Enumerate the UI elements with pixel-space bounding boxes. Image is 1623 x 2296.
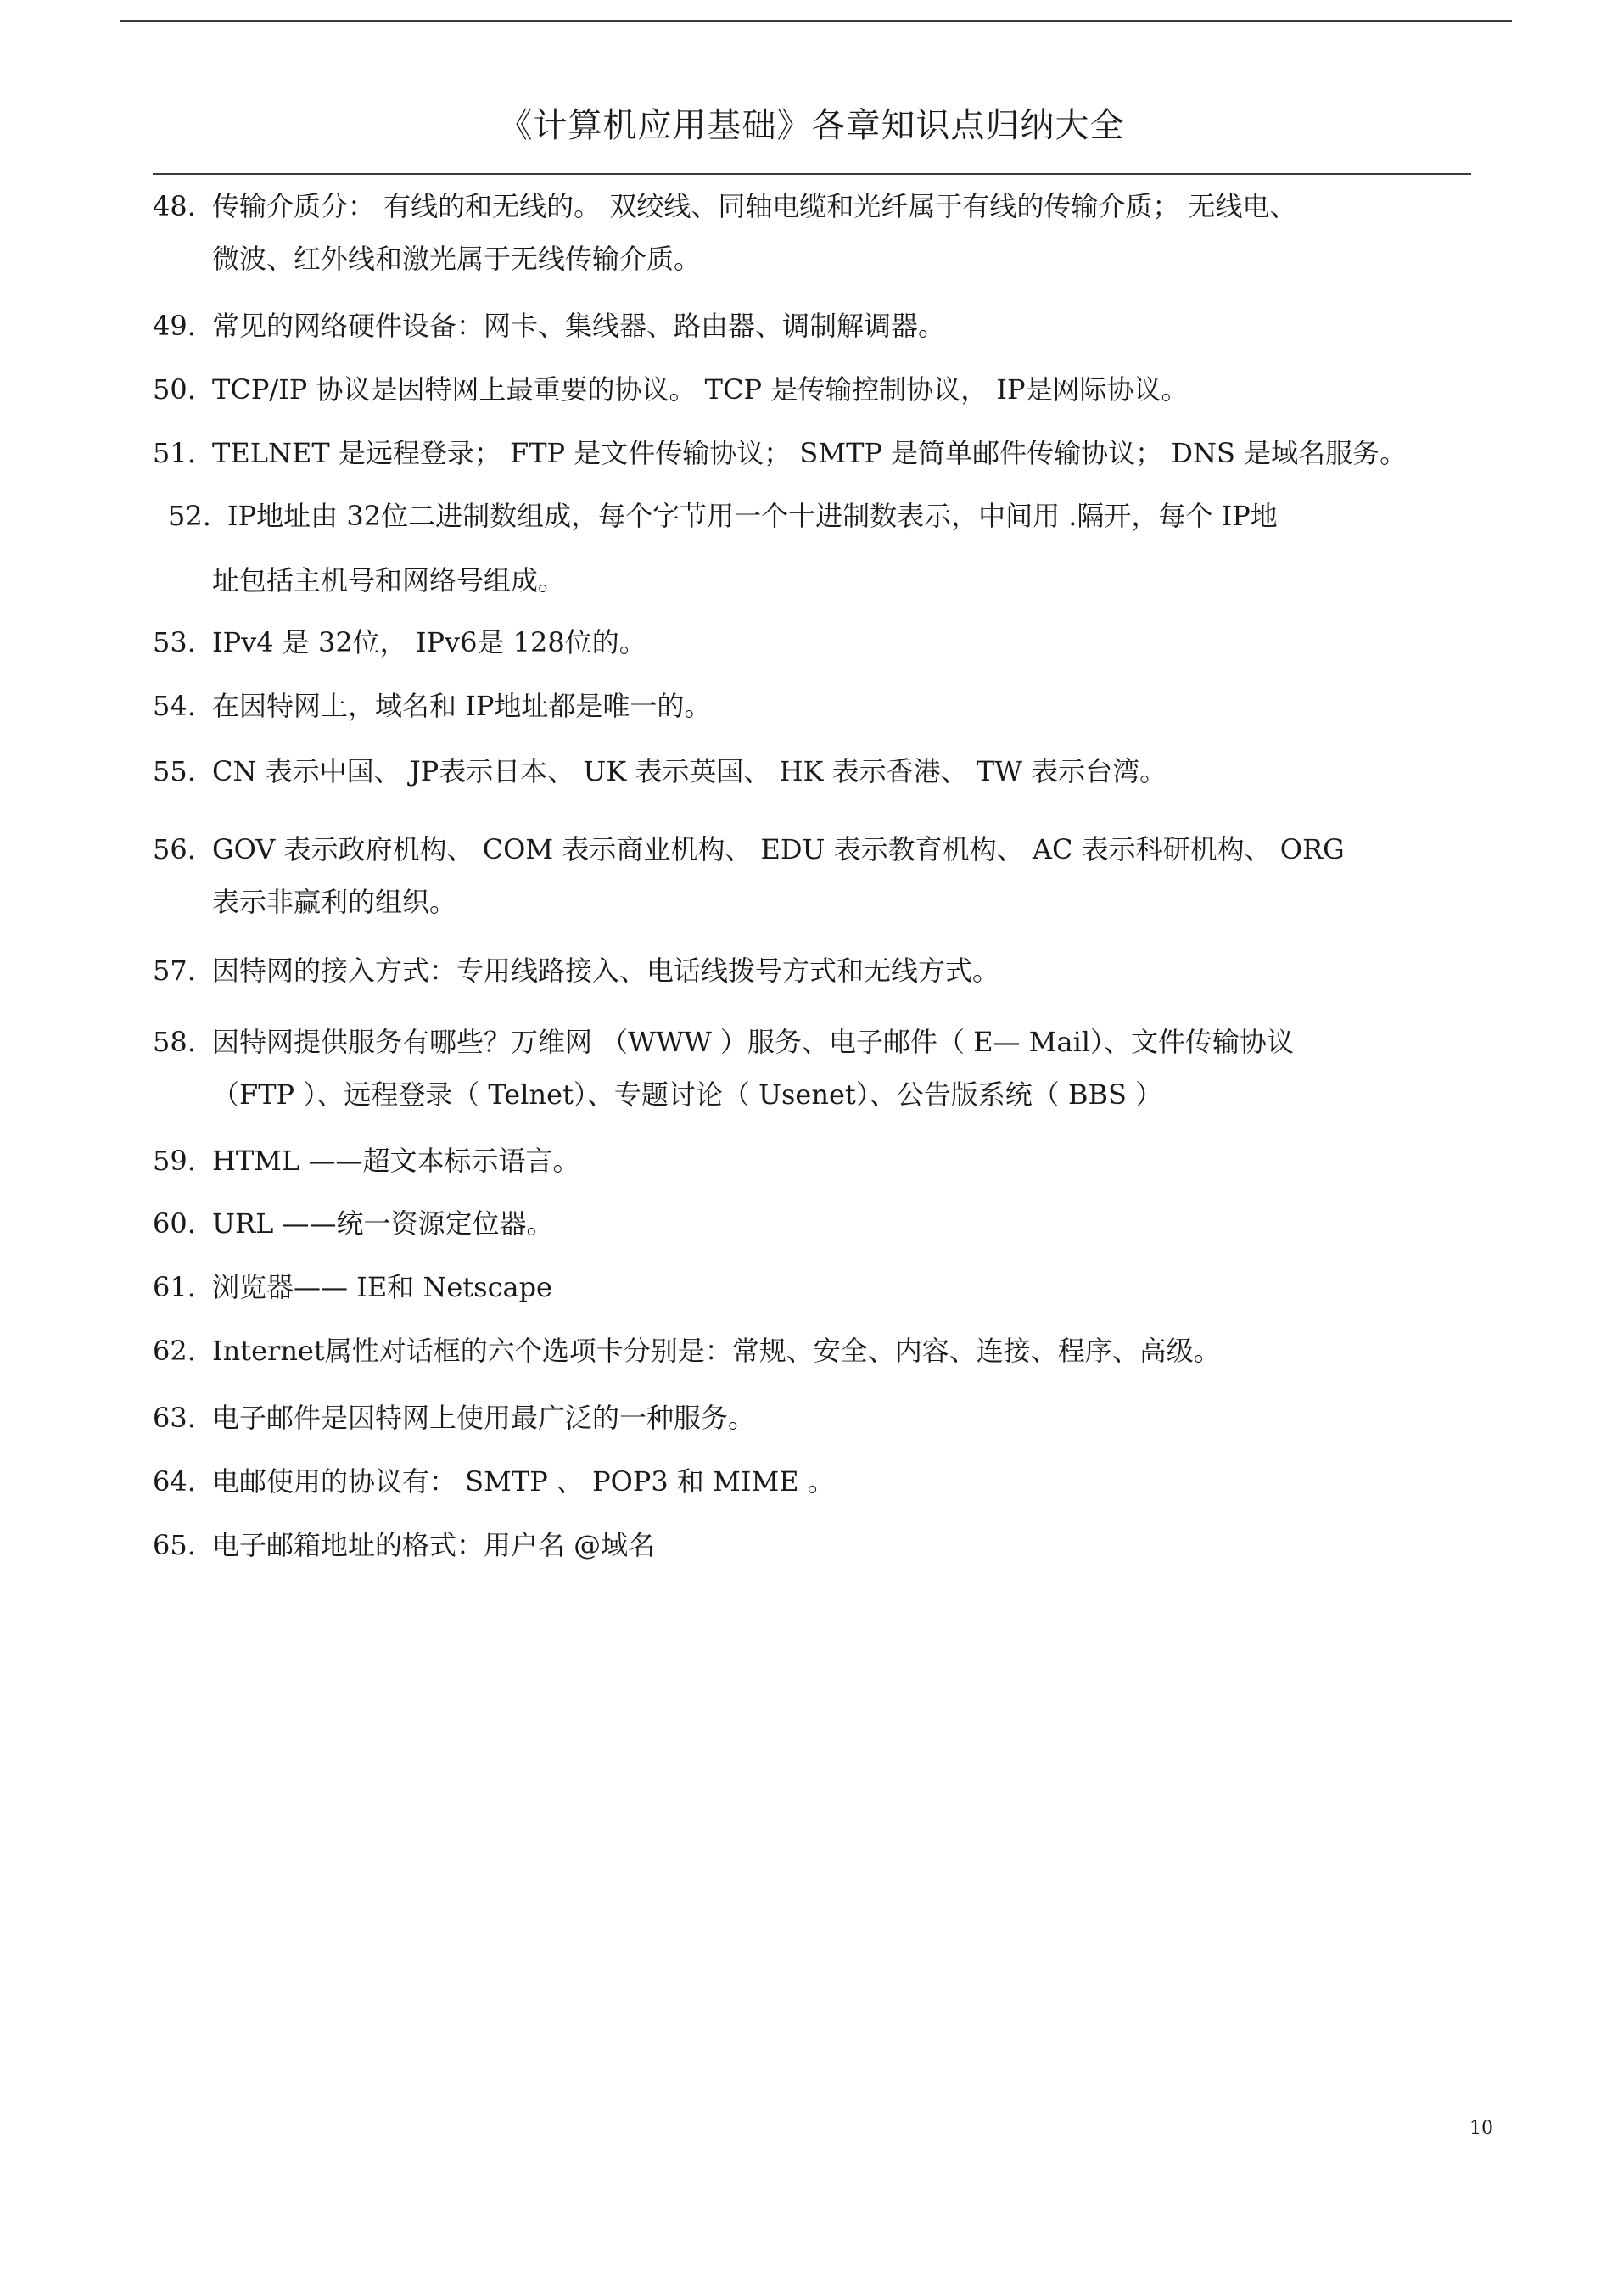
item-text-continued: 址包括主机号和网络号组成。 [212, 564, 566, 596]
item-number: 65. [153, 1529, 196, 1561]
list-item [153, 1324, 1476, 1377]
item-text: 传输介质分： 有线的和无线的。 双绞线、同轴电缆和光纤属于有线的传输介质； 无线电、 [212, 190, 1297, 222]
item-text-continued: （FTP ）、远程登录（ Telnet）、专题讨论（ Usenet）、公告版系统（ BBS ） [212, 1078, 1163, 1111]
list-item [153, 180, 1476, 285]
item-text: HTML ——超文本标示语言。 [212, 1145, 580, 1177]
item-number: 52. [168, 500, 211, 532]
page-title: 《计算机应用基础》各章知识点归纳大全 [498, 106, 1125, 145]
item-number: 61. [153, 1271, 196, 1303]
item-text: 电子邮件是因特网上使用最广泛的一种服务。 [212, 1402, 756, 1434]
list-item [153, 1134, 1476, 1187]
item-number: 54. [153, 690, 196, 722]
item-text: URL ——统一资源定位器。 [212, 1207, 554, 1240]
top-rule [120, 20, 1512, 22]
list-item [153, 427, 1476, 479]
item-number: 59. [153, 1145, 196, 1177]
list-item [153, 745, 1476, 798]
item-text: 电邮使用的协议有： SMTP 、 POP3 和 MIME 。 [212, 1465, 835, 1498]
item-text-continued: 微波、红外线和激光属于无线传输介质。 [212, 243, 702, 275]
page-number: 10 [1469, 2118, 1493, 2139]
item-text-continued: 表示非赢利的组织。 [212, 886, 457, 918]
list-item [153, 1392, 1476, 1444]
list-item [153, 300, 1476, 352]
list-item [153, 1261, 1476, 1313]
list-item [153, 1016, 1476, 1121]
list-item [153, 823, 1476, 928]
item-number: 58. [153, 1026, 196, 1058]
item-text: IPv4 是 32位， IPv6是 128位的。 [212, 626, 646, 658]
item-number: 56. [153, 833, 196, 865]
item-text: 在因特网上，域名和 IP地址都是唯一的。 [212, 690, 712, 722]
item-text: Internet属性对话框的六个选项卡分别是：常规、安全、内容、连接、程序、高级。 [212, 1335, 1221, 1367]
item-text: 因特网提供服务有哪些？万维网 （WWW ）服务、电子邮件（ E— Mail）、文件传输协议 [212, 1026, 1295, 1058]
item-text: TCP/IP 协议是因特网上最重要的协议。 TCP 是传输控制协议， IP是网际协议。 [212, 373, 1189, 406]
item-text: 电子邮箱地址的格式：用户名 @域名 [212, 1529, 656, 1561]
list-item [153, 363, 1476, 416]
item-text: 因特网的接入方式：专用线路接入、电话线拨号方式和无线方式。 [212, 955, 1000, 987]
item-text: CN 表示中国、 JP表示日本、 UK 表示英国、 HK 表示香港、 TW 表示台湾。 [212, 755, 1167, 787]
item-number: 51. [153, 437, 196, 469]
list-item [153, 616, 1476, 669]
list-item [153, 484, 1476, 613]
item-text: IP地址由 32位二进制数组成，每个字节用一个十进制数表示，中间用 .隔开，每个 IP地 [227, 500, 1278, 532]
item-number: 57. [153, 955, 196, 987]
item-number: 60. [153, 1207, 196, 1240]
list-item [153, 1197, 1476, 1250]
list-item [153, 1519, 1476, 1571]
item-number: 49. [153, 310, 196, 342]
item-number: 63. [153, 1402, 196, 1434]
title-rule [153, 173, 1471, 175]
item-number: 62. [153, 1335, 196, 1367]
item-text: 常见的网络硬件设备：网卡、集线器、路由器、调制解调器。 [212, 310, 946, 342]
list-item [153, 944, 1476, 997]
item-number: 53. [153, 626, 196, 658]
item-number: 50. [153, 373, 196, 406]
item-text: TELNET 是远程登录； FTP 是文件传输协议； SMTP 是简单邮件传输协议； DNS 是域名服务。 [212, 437, 1408, 469]
item-number: 55. [153, 755, 196, 787]
list-item [153, 1455, 1476, 1508]
item-number: 64. [153, 1465, 196, 1498]
item-number: 48. [153, 190, 196, 222]
item-text: GOV 表示政府机构、 COM 表示商业机构、 EDU 表示教育机构、 AC 表示科研机构、 ORG [212, 833, 1345, 865]
list-item [153, 680, 1476, 732]
item-text: 浏览器—— IE和 Netscape [212, 1271, 552, 1303]
